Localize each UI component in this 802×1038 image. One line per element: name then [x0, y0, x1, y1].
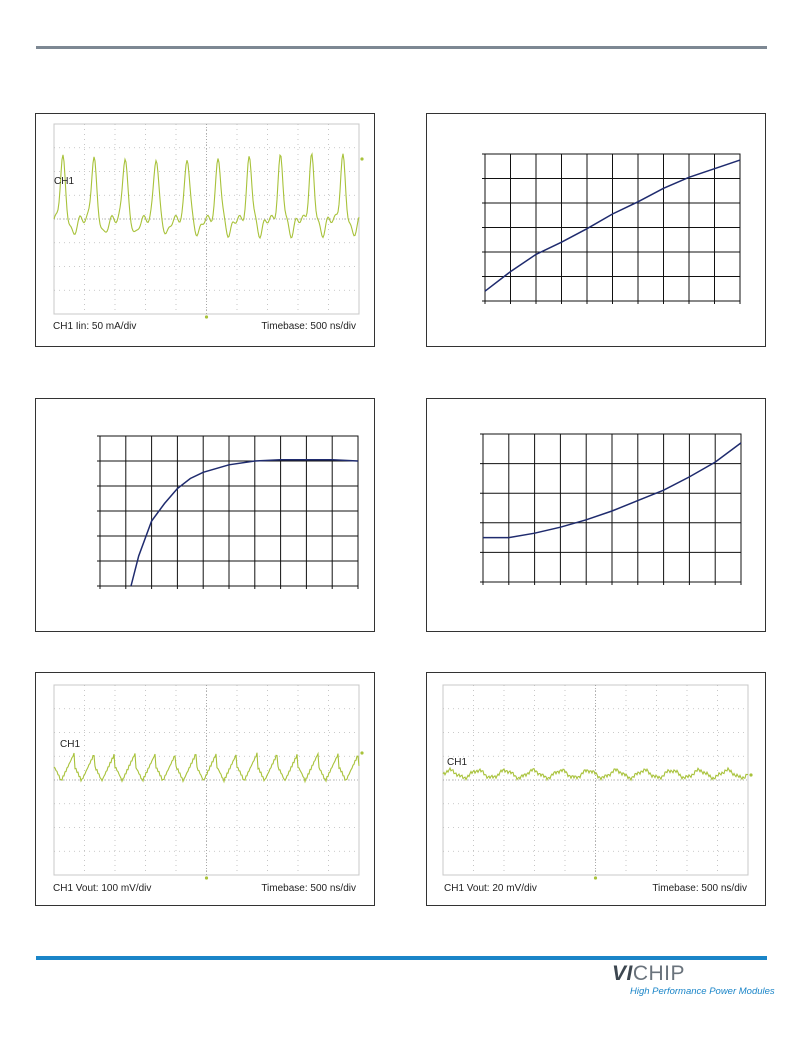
scope-plot-output-ripple-100mv	[36, 673, 376, 909]
scope-scale-label: CH1 Vout: 20 mV/div	[444, 883, 537, 894]
line-chart-2	[36, 399, 376, 633]
timebase-label: Timebase: 500 ns/div	[261, 321, 356, 332]
trigger-marker	[360, 751, 363, 754]
channel-label: CH1	[54, 176, 75, 187]
line-chart-1	[427, 114, 767, 348]
channel-label: CH1	[447, 757, 468, 768]
chart-panel-1	[426, 113, 766, 347]
timebase-label: Timebase: 500 ns/div	[261, 883, 356, 894]
channel-label: CH1	[60, 739, 81, 750]
logo-wordmark: VICHIP	[612, 962, 686, 985]
logo-tagline: High Performance Power Modules	[630, 986, 775, 997]
scope-panel-output-ripple-100mv	[35, 672, 375, 906]
trigger-marker	[749, 773, 752, 776]
chart-panel-2	[35, 398, 375, 632]
scope-panel-output-ripple-20mv	[426, 672, 766, 906]
series-line	[131, 460, 358, 586]
scope-panel-input-current	[35, 113, 375, 347]
scope-scale-label: CH1 Vout: 100 mV/div	[53, 883, 152, 894]
chart-panel-3	[426, 398, 766, 632]
scope-scale-label: CH1 Iin: 50 mA/div	[53, 321, 137, 332]
line-chart-3	[427, 399, 767, 633]
scope-plot-output-ripple-20mv	[427, 673, 767, 909]
time-marker	[594, 876, 597, 879]
trigger-marker	[360, 157, 363, 160]
timebase-label: Timebase: 500 ns/div	[652, 883, 747, 894]
footer-rule	[36, 956, 767, 960]
time-marker	[205, 315, 208, 318]
header-rule	[36, 46, 767, 49]
scope-plot-input-current	[36, 114, 376, 348]
time-marker	[205, 876, 208, 879]
vichip-logo	[612, 962, 775, 1002]
